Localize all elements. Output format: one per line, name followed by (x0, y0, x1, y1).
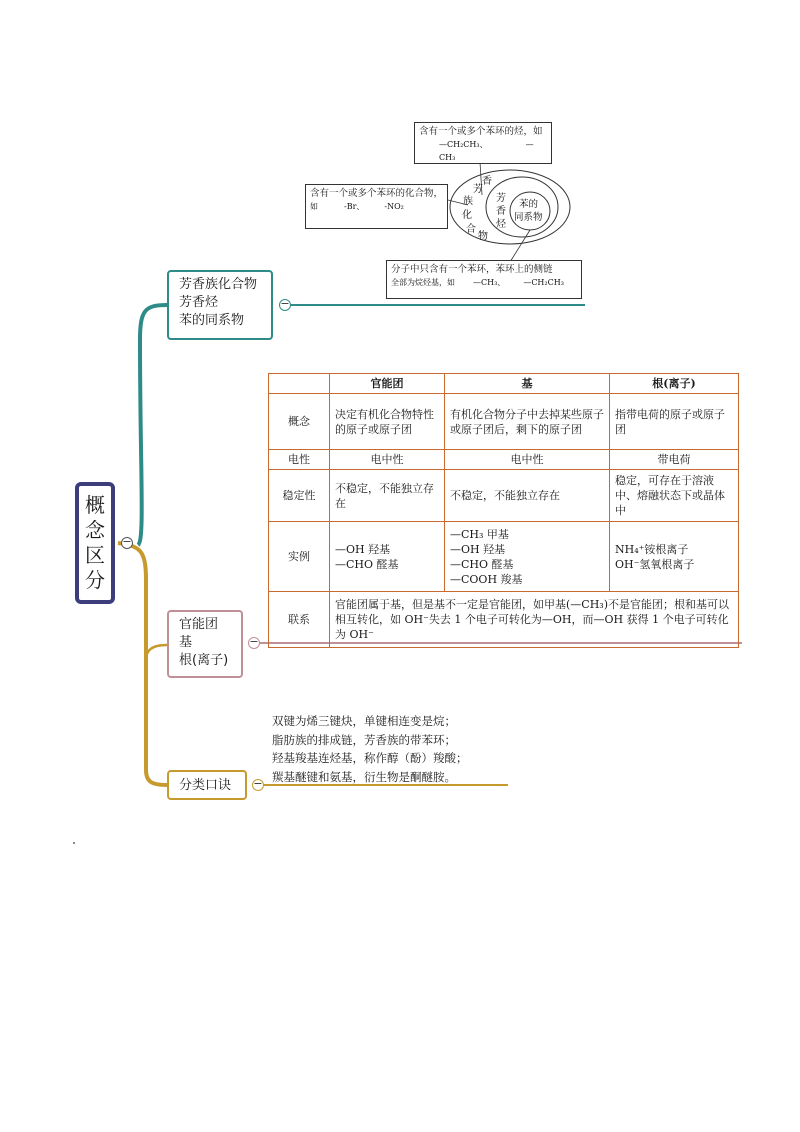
table-header-cell: 官能团 (330, 374, 445, 394)
box-text: 分子中只含有一个苯环，苯环上的侧链 (391, 264, 553, 275)
branch-label: 根(离子) (179, 653, 229, 668)
row-label: 概念 (269, 394, 330, 450)
comparison-table (268, 373, 739, 648)
table-row (269, 470, 739, 522)
example-item: —CHO 醛基 (450, 557, 514, 571)
example-item: —OH 羟基 (335, 542, 391, 556)
outer-ring-label: 族 (463, 196, 473, 207)
row-label: 电性 (269, 450, 330, 470)
table-cell: 决定有机化合物特性的原子或原子团 (330, 394, 445, 450)
aromatic-hydrocarbon-box (414, 122, 552, 164)
table-header-cell: 基 (445, 374, 610, 394)
row-label: 稳定性 (269, 470, 330, 522)
root-char: 分 (85, 568, 105, 592)
middle-ring-label: 芳 (496, 193, 506, 204)
rhyme-line: 脂肪族的排成链，芳香族的带苯环； (272, 732, 456, 747)
example-item: —COOH 羧基 (450, 572, 523, 586)
table-header-row (269, 374, 739, 394)
collapse-toggle-branch-1[interactable]: − (280, 297, 290, 310)
table-cell: 不稳定，不能独立存在 (445, 470, 610, 522)
table-cell: 电中性 (330, 450, 445, 470)
formula-text: —CH₂CH₃ (523, 278, 564, 287)
root-node[interactable] (75, 482, 115, 604)
box-text: 如 (310, 202, 318, 211)
benzene-homolog-box (386, 260, 582, 299)
table-row (269, 394, 739, 450)
branch-label: 官能团 (179, 617, 219, 632)
formula-text: -Br、 (344, 202, 365, 211)
branch-label: 芳香族化合物 (179, 277, 258, 292)
row-label: 联系 (269, 592, 330, 648)
table-cell: 官能团属于基，但是基不一定是官能团，如甲基(—CH₃)不是官能团；根和基可以相互转化，如 OH⁻失去 1 个电子可转化为—OH，而—OH 获得 1 个电子可转化为 OH⁻ (330, 592, 739, 648)
rhyme-line: 双键为烯三键炔，单键相连变是烷； (272, 714, 456, 728)
outer-ring-label: 化 (462, 210, 472, 221)
rhyme-line: 羰基醚键和氨基，衍生物是酮醚胺。 (272, 769, 456, 784)
branch-node-aromatic[interactable] (167, 270, 273, 340)
outer-ring-label: 芳 (473, 184, 483, 195)
collapse-toggle-branch-3[interactable]: − (253, 777, 263, 790)
table-cell: 带电荷 (610, 450, 739, 470)
example-item: OH⁻氢氧根离子 (615, 557, 695, 571)
outer-ring-label: 物 (478, 231, 488, 242)
middle-ring-label: 烃 (496, 219, 506, 230)
branch-label: 芳香烃 (179, 295, 219, 310)
formula-text: —CH₂CH₃、 (439, 140, 488, 149)
connector-branch-2 (146, 645, 167, 660)
connector-branch-1 (138, 305, 167, 545)
example-item: NH₄⁺铵根离子 (615, 542, 689, 556)
branch-label: 基 (179, 635, 193, 650)
table-cell: 有机化合物分子中去掉某些原子或原子团后，剩下的原子团 (445, 394, 610, 450)
table-cell (330, 522, 445, 592)
stray-dot (73, 842, 75, 844)
root-char: 念 (85, 518, 105, 542)
table-cell: 不稳定，不能独立存在 (330, 470, 445, 522)
inner-ring-label: 苯的 (519, 199, 539, 210)
branch-node-rhyme[interactable] (167, 770, 247, 800)
formula-text: —CH₃ (439, 140, 534, 162)
row-label: 实例 (269, 522, 330, 592)
box-text: 全部为烷烃基，如 (391, 278, 455, 287)
branch-node-groups[interactable] (167, 610, 243, 678)
outer-ring-label: 香 (482, 176, 492, 187)
table-cell: 稳定，可存在于溶液中、熔融状态下或晶体中 (610, 470, 739, 522)
collapse-toggle-branch-2[interactable]: − (249, 635, 259, 648)
table-row (269, 592, 739, 648)
middle-ring-label: 香 (496, 206, 506, 217)
table-row (269, 450, 739, 470)
example-item: —OH 羟基 (450, 542, 506, 556)
example-item: —CH₃ 甲基 (450, 527, 509, 541)
collapse-toggle-root[interactable]: − (122, 535, 132, 548)
outer-ring-label: 合 (466, 224, 476, 235)
table-header-cell: 根(离子) (610, 374, 739, 394)
inner-ring-label: 同系物 (514, 212, 543, 223)
branch-label: 分类口诀 (179, 778, 232, 793)
formula-text: —CH₃、 (473, 278, 506, 287)
table-cell (610, 522, 739, 592)
table-cell: 指带电荷的原子或原子团 (610, 394, 739, 450)
classification-rhyme (272, 712, 468, 786)
root-char: 概 (85, 493, 105, 517)
table-header-cell (269, 374, 330, 394)
connector-trunk (118, 543, 167, 785)
aromatic-compound-box (305, 184, 448, 229)
branch-label: 苯的同系物 (179, 313, 245, 328)
formula-text: -NO₂ (384, 202, 404, 211)
example-item: —CHO 醛基 (335, 557, 399, 571)
root-char: 区 (85, 543, 105, 567)
box-text: 含有一个或多个苯环的烃，如 (419, 126, 543, 137)
rhyme-line: 羟基羧基连烃基，称作醇（酚）羧酸； (272, 751, 468, 765)
table-cell (445, 522, 610, 592)
table-row (269, 522, 739, 592)
box-text: 含有一个或多个苯环的化合物， (310, 188, 444, 199)
table-cell: 电中性 (445, 450, 610, 470)
